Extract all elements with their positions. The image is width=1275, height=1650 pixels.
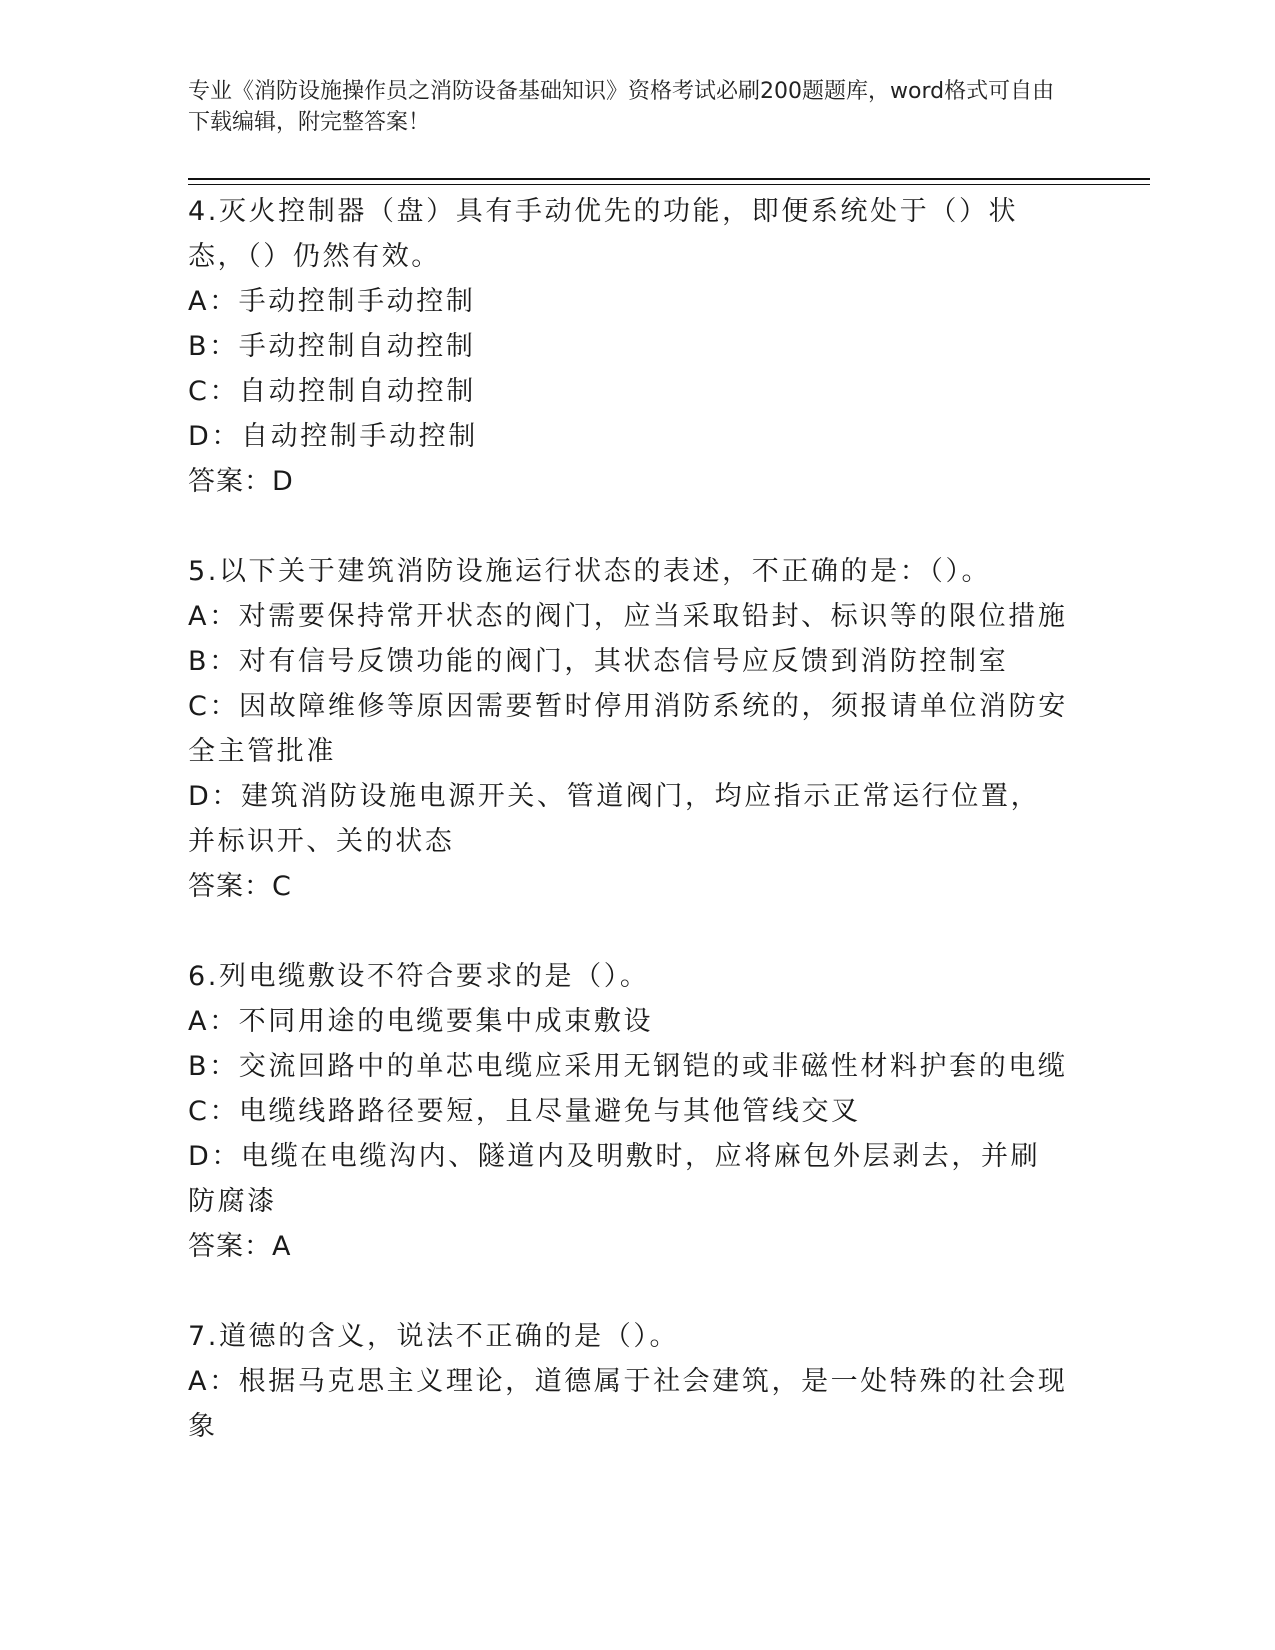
question-6 xyxy=(188,954,1068,1269)
question-stem: 6.列电缆敷设不符合要求的是（）。 xyxy=(188,961,650,992)
answer: 答案：A xyxy=(188,1231,292,1262)
header-rule-thin xyxy=(188,184,1150,185)
answer: 答案：D xyxy=(188,466,294,497)
option-c: C：电缆线路路径要短，且尽量避免与其他管线交叉 xyxy=(188,1096,861,1127)
header-rule-thick xyxy=(188,178,1150,180)
question-stem: 5.以下关于建筑消防设施运行状态的表述，不正确的是：（）。 xyxy=(188,556,992,587)
option-a: A：根据马克思主义理论，道德属于社会建筑，是一处特殊的社会现象 xyxy=(188,1366,1068,1442)
question-7 xyxy=(188,1314,1068,1449)
document-header: 专业《消防设施操作员之消防设备基础知识》资格考试必刷200题题库，word格式可自由下载编辑，附完整答案！ xyxy=(188,79,1055,135)
option-c: C：因故障维修等原因需要暂时停用消防系统的，须报请单位消防安全主管批准 xyxy=(188,691,1068,767)
answer: 答案：C xyxy=(188,871,292,902)
question-5 xyxy=(188,549,1068,909)
option-a: A：对需要保持常开状态的阀门，应当采取铅封、标识等的限位措施 xyxy=(188,601,1068,632)
option-a: A：手动控制手动控制 xyxy=(188,286,476,317)
option-c: C：自动控制自动控制 xyxy=(188,376,476,407)
question-4 xyxy=(188,189,1068,504)
option-b: B：交流回路中的单芯电缆应采用无钢铠的或非磁性材料护套的电缆 xyxy=(188,1051,1068,1082)
option-d: D：自动控制手动控制 xyxy=(188,421,478,452)
option-d: D：建筑消防设施电源开关、管道阀门，均应指示正常运行位置，并标识开、关的状态 xyxy=(188,781,1041,857)
option-d: D：电缆在电缆沟内、隧道内及明敷时，应将麻包外层剥去，并刷防腐漆 xyxy=(188,1141,1041,1217)
question-stem: 7.道德的含义，说法不正确的是（）。 xyxy=(188,1321,680,1352)
option-b: B：对有信号反馈功能的阀门，其状态信号应反馈到消防控制室 xyxy=(188,646,1009,677)
question-list xyxy=(188,189,1068,1494)
option-a: A：不同用途的电缆要集中成束敷设 xyxy=(188,1006,654,1037)
question-stem: 4.灭火控制器（盘）具有手动优先的功能，即便系统处于（）状态，（）仍然有效。 xyxy=(188,196,1019,272)
option-b: B：手动控制自动控制 xyxy=(188,331,476,362)
